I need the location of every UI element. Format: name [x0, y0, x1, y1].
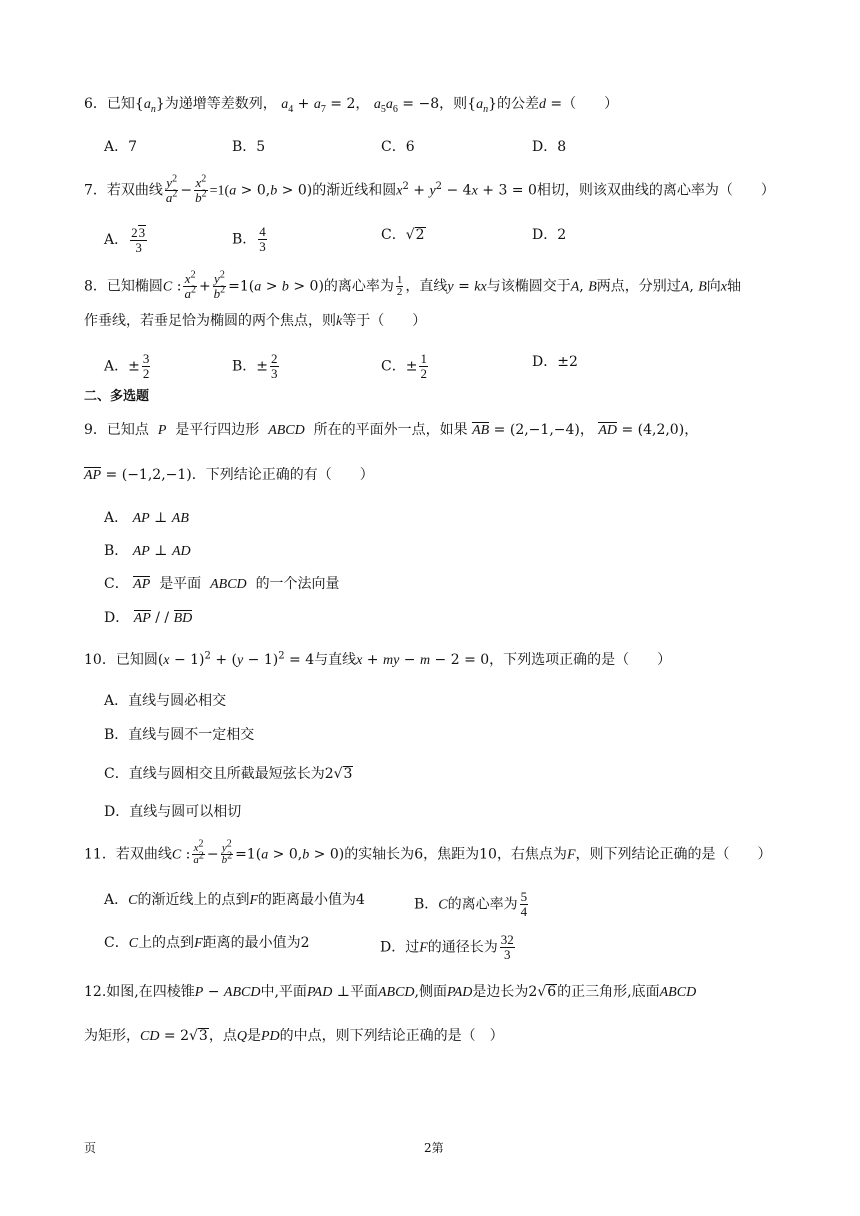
question-8-stem: 8．已知椭圆C : $\frac{x^2}{a^2}$ + $\frac{y^2}{b^2}$ =1(a > b > 0)的离心率为 $\frac{1}{2}$ ，直线y = kx与该椭圆交于A, B两点，分别过A, B向x轴	[84, 269, 741, 301]
q6-option-c: C．6	[381, 139, 415, 155]
q7-option-c: C．√2	[381, 227, 425, 243]
q11-option-c: C．C上的点到F距离的最小值为2	[104, 935, 310, 951]
q8-option-b: B．± $\frac{2}{3}$	[232, 351, 278, 381]
q10-option-a: A．直线与圆必相交	[104, 693, 227, 709]
section-heading: 二、多选题	[84, 389, 150, 404]
q9-option-c: C． AP 是平面 ABCD 的一个法向量	[104, 576, 340, 592]
q11-option-a: A．C的渐近线上的点到F的距离最小值为4	[104, 892, 365, 908]
question-9-stem: 9．已知点 P 是平行四边形 ABCD 所在的平面外一点，如果 AB = (2,−1,−4)， AD = (4,2,0)，	[84, 422, 699, 438]
q8-option-c: C．± $\frac{1}{2}$	[381, 351, 427, 381]
q8-option-a: A．± $\frac{3}{2}$	[104, 351, 150, 381]
q11-option-b: B．C的离心率为 $\frac{5}{4}$	[414, 889, 528, 919]
q7-option-a: A． $\frac{23}{3}$	[104, 225, 146, 255]
q7-option-b: B． $\frac{4}{3}$	[232, 224, 266, 254]
footer-left: 页	[84, 1141, 97, 1155]
q10-option-d: D．直线与圆可以相切	[104, 804, 242, 820]
question-11-stem: 11．若双曲线C : $\frac{x^2}{a^2}$ − $\frac{y^2}{b^2}$ =1(a > 0,b > 0)的实轴长为6，焦距为10，右焦点为F，则下列结论正确的是（ ）	[84, 838, 772, 866]
question-9-line2: AP = (−1,2,−1)．下列结论正确的有（ ）	[84, 467, 374, 483]
q10-option-b: B．直线与圆不一定相交	[104, 727, 255, 743]
q6-option-d: D．8	[532, 139, 567, 155]
q9-option-b: B． AP ⊥ AD	[104, 543, 191, 559]
q9-option-d: D． AP / / BD	[104, 610, 193, 626]
q9-option-a: A． AP ⊥ AB	[104, 510, 189, 526]
question-8-line2: 作垂线，若垂足恰为椭圆的两个焦点，则k等于（ ）	[84, 313, 427, 329]
q7-option-d: D．2	[532, 227, 567, 243]
question-12-stem: 12.如图,在四棱锥P − ABCD中,平面PAD ⊥平面ABCD,侧面PAD是边长为2√6的正三角形,底面ABCD	[84, 984, 697, 1000]
question-10-stem: 10．已知圆$(x - 1)^2 + (y - 1)^2 = 4$与直线x + my − m − 2 = 0，下列选项正确的是（ ）	[84, 650, 672, 668]
q6-option-a: A．7	[104, 139, 138, 155]
q6-option-b: B．5	[232, 139, 266, 155]
q11-option-d: D．过F的通径长为 $\frac{32}{3}$	[380, 932, 514, 962]
question-12-line2: 为矩形，CD = 2√3，点Q是PD的中点，则下列结论正确的是（ ）	[84, 1028, 504, 1044]
question-6-stem: 6．已知$\{a_n\}$为递增等差数列， $a_4 + a_7 = 2$， $a_5a_6 = -8$，则$\{a_n\}$的公差d =（ ）	[84, 96, 619, 115]
footer-page-number: 2第	[424, 1141, 444, 1155]
q8-option-d: D．±2	[532, 354, 578, 370]
q10-option-c: C．直线与圆相交且所截最短弦长为2√3	[104, 766, 353, 782]
question-7-stem: 7．若双曲线 $\frac{y^2}{a^2}$ − $\frac{x^2}{b^2}$ =1(a > 0,b > 0)的渐近线和圆$x^2 + y^2 - 4x + 3 = 0$相切，则该双曲线的离心率为（ ）	[84, 173, 775, 205]
